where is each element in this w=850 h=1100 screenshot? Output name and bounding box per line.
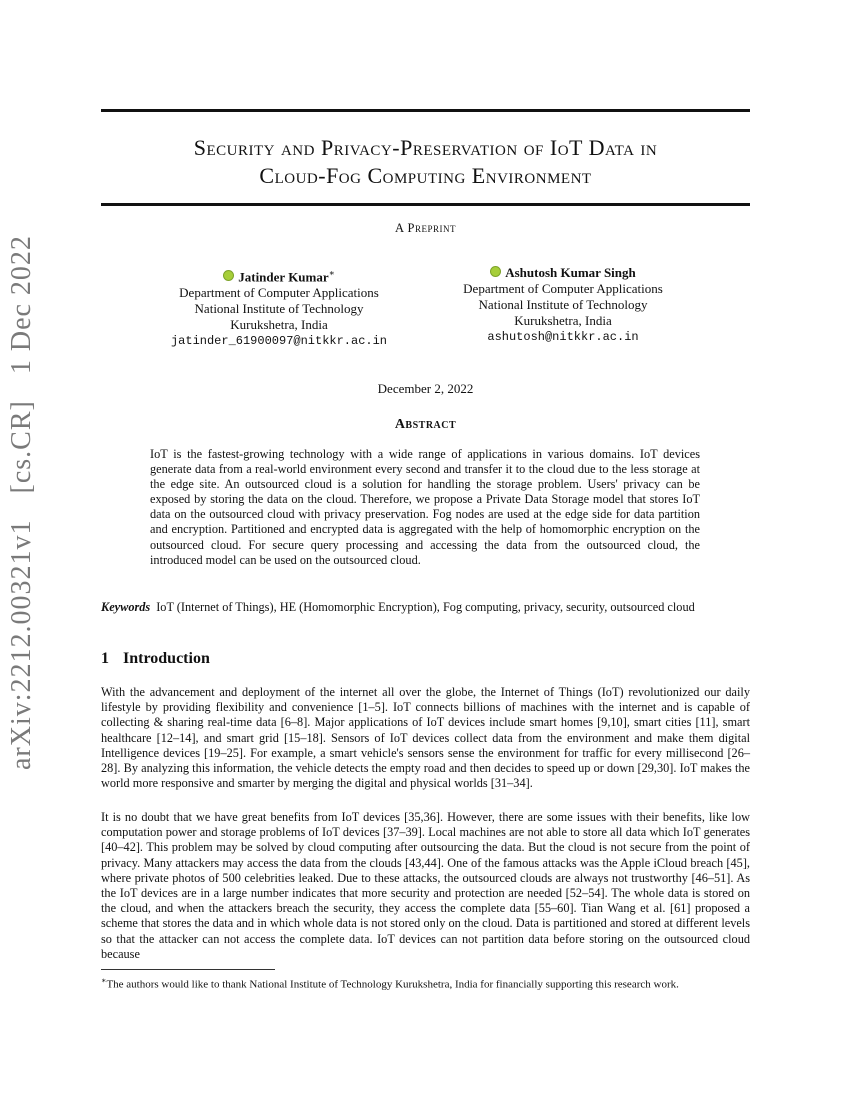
- footnote: [101, 974, 750, 992]
- keywords-label: Keywords: [101, 600, 151, 614]
- arxiv-stamp: [6, 235, 46, 770]
- paper-date: December 2, 2022: [377, 381, 474, 396]
- title-rule-top: [101, 109, 750, 112]
- arxiv-category: [cs.CR]: [6, 400, 37, 494]
- author-block-1: [134, 265, 424, 349]
- author-email[interactable]: jatinder_61900097@nitkkr.ac.in: [170, 334, 388, 349]
- section-number: 1: [101, 650, 109, 667]
- author-institute: National Institute of Technology: [194, 301, 364, 317]
- orcid-icon[interactable]: [223, 270, 234, 281]
- abstract-heading: Abstract: [394, 417, 457, 432]
- author-name: Jatinder Kumar: [238, 269, 329, 285]
- preprint-label: A Preprint: [395, 221, 456, 235]
- keywords-text: IoT (Internet of Things), HE (Homomorphic Encryption), Fog computing, privacy, security, outsourced cloud: [156, 600, 695, 614]
- title-rule-bottom: [101, 203, 750, 206]
- body-paragraph: With the advancement and deployment of the internet all over the globe, the Internet of Things (IoT) revolutionized our daily lifestyle by providing flexibility and convenience [1–5]. IoT connects billions of machines with the internet and is capable of collecting & sharing real-time data [6–8]. Major applications of IoT devices include smart homes [9,10], smart cities [11], smart healthcare [12–14], and smart grid [15–18]. Sensors of IoT devices collect data from the environment and make them digital Intelligence devices [19–25]. For example, a smart vehicle's sensors sense the environment for traffic for every millisecond [26–28]. By analyzing this information, the vehicle detects the empty road and then decides to speed up or down [29,30]. IoT makes the world more responsive and smarter by merging the digital and physical worlds [31–34].: [101, 685, 750, 791]
- footnote-text: The authors would like to thank National Institute of Technology Kurukshetra, India for financially supporting this research work.: [106, 978, 679, 991]
- author-location: Kurukshetra, India: [230, 317, 328, 333]
- author-block-2: [418, 265, 708, 345]
- body-paragraph: It is no doubt that we have great benefits from IoT devices [35,36]. However, there are some issues with their benefits, like low computation power and storage problems of IoT devices [37–39]. Local machines are not able to store all data which IoT generates [40–42]. This problem may be solved by cloud computing after outsourcing the data. But the cloud is not secure from the point of privacy. Many attackers may access the data from the clouds [43,44]. One of the famous attacks was the Apple iCloud breach [45], where private photos of 500 celebrities leaked. Due to these attacks, the outsourced clouds are always not trustworthy [46–51]. As the IoT devices are in a large number indicates that more security and protection are needed [52–54]. The whole data is stored on the cloud, and when the attackers breach the security, they access the complete data [55–60]. Tian Wang et al. [61] proposed a scheme that stores the data and in which whole data is not stored only on the cloud. Data is partitioned and stored at different levels so that the attacker can not access the complete data. IoT devices can not partition data before storing on the outsourced cloud because: [101, 810, 750, 961]
- author-email[interactable]: ashutosh@nitkkr.ac.in: [487, 330, 639, 344]
- paper-title: [101, 134, 750, 190]
- section-heading: [101, 650, 210, 668]
- author-department: Department of Computer Applications: [179, 285, 379, 301]
- orcid-icon[interactable]: [490, 266, 501, 277]
- footnote-rule: [101, 969, 275, 970]
- author-footnote-mark: ∗: [328, 268, 335, 278]
- author-name: Ashutosh Kumar Singh: [505, 265, 636, 280]
- section-title: Introduction: [123, 650, 210, 667]
- keywords: [101, 600, 750, 615]
- abstract-text: IoT is the fastest-growing technology with a wide range of applications in various domains. IoT devices generate data from a real-world environment every second and transfer it to the cloud due to the less storage at the edge site. An outsourced cloud is a solution for handling the storage problem. Users' privacy can be exposed by storing the data on the cloud. Therefore, we propose a Private Data Storage model that stores IoT data on the outsourced cloud with privacy preservation. Fog nodes are used at the edge side for data partition and encryption. Partitioned and encrypted data is aggregated with the help of homomorphic encryption on the outsourced cloud. For secure query processing and accessing the data from the outsourced cloud, the introduced model can be used on the outsourced cloud.: [150, 447, 700, 567]
- arxiv-id: arXiv:2212.00321v1: [6, 519, 37, 770]
- author-institute: National Institute of Technology: [478, 297, 648, 312]
- paper-title-line-1: Security and Privacy-Preservation of IoT Data in: [193, 135, 658, 160]
- paper-title-line-2: Cloud-Fog Computing Environment: [259, 163, 592, 188]
- footnote-mark: ∗: [101, 976, 107, 985]
- author-department: Department of Computer Applications: [463, 281, 663, 296]
- author-location: Kurukshetra, India: [514, 313, 612, 328]
- arxiv-date: 1 Dec 2022: [6, 235, 37, 375]
